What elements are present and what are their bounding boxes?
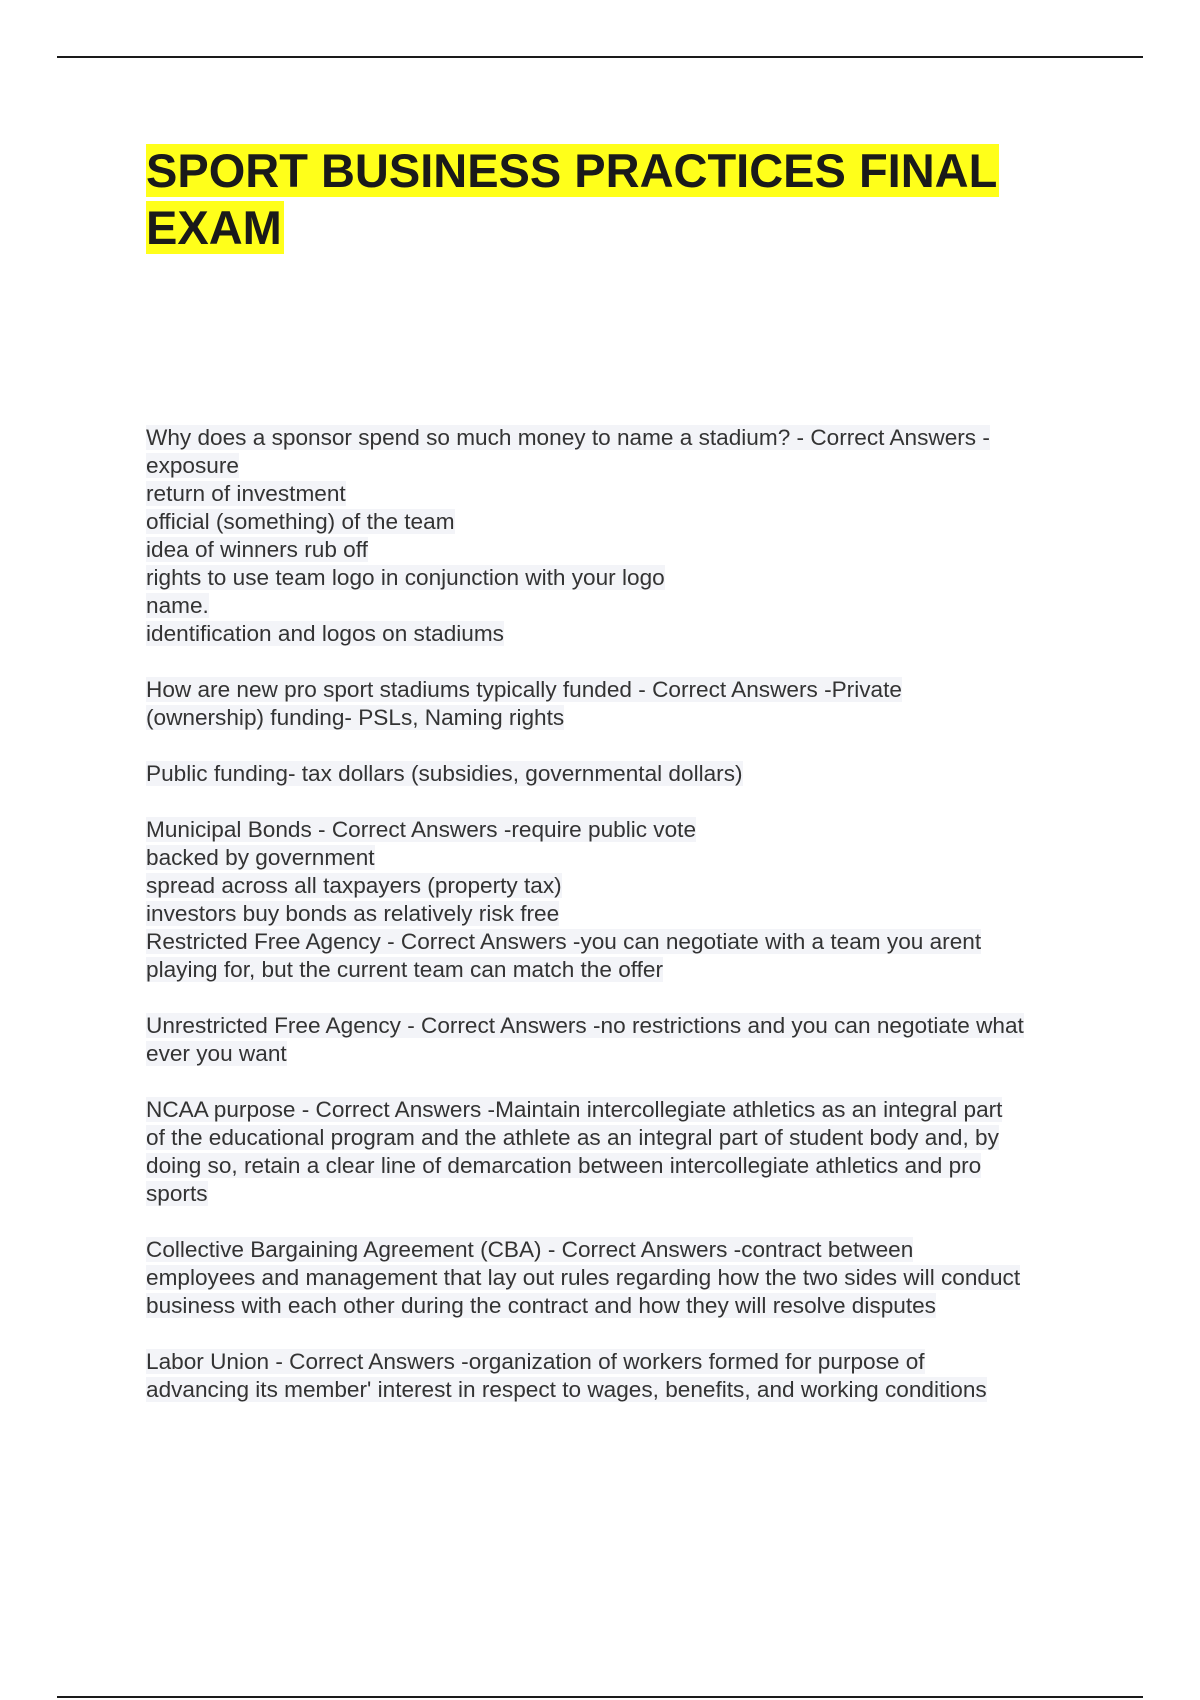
paragraph-gap xyxy=(146,1320,1096,1348)
title-line-2: EXAM xyxy=(146,201,282,254)
paragraph-gap xyxy=(146,1068,1096,1096)
paragraph-gap xyxy=(146,788,1096,816)
qa-line: employees and management that lay out rules regarding how the two sides will conduct xyxy=(146,1265,1021,1290)
paragraph-gap xyxy=(146,648,1096,676)
qa-line: name. xyxy=(146,593,209,618)
qa-line: playing for, but the current team can match the offer xyxy=(146,957,664,982)
qa-line: doing so, retain a clear line of demarcation between intercollegiate athletics and pro xyxy=(146,1153,982,1178)
qa-line: (ownership) funding- PSLs, Naming rights xyxy=(146,705,565,730)
document-title xyxy=(146,142,1076,256)
qa-item-cba xyxy=(146,1236,1096,1320)
qa-item-unrestricted-free-agency xyxy=(146,1012,1096,1068)
qa-line: identification and logos on stadiums xyxy=(146,621,504,646)
qa-line: business with each other during the contract and how they will resolve disputes xyxy=(146,1293,936,1318)
qa-line: investors buy bonds as relatively risk free xyxy=(146,901,560,926)
paragraph-gap xyxy=(146,732,1096,760)
qa-item-ncaa-purpose xyxy=(146,1096,1096,1208)
qa-item-restricted-free-agency xyxy=(146,928,1096,984)
qa-line: Public funding- tax dollars (subsidies, governmental dollars) xyxy=(146,761,743,786)
qa-line: official (something) of the team xyxy=(146,509,455,534)
qa-line: Collective Bargaining Agreement (CBA) - Correct Answers -contract between xyxy=(146,1237,914,1262)
qa-line: Restricted Free Agency - Correct Answers -you can negotiate with a team you arent xyxy=(146,929,982,954)
qa-line: Municipal Bonds - Correct Answers -require public vote xyxy=(146,817,697,842)
title-line-1: SPORT BUSINESS PRACTICES FINAL xyxy=(146,144,998,197)
qa-line: Labor Union - Correct Answers -organization of workers formed for purpose of xyxy=(146,1349,925,1374)
qa-line: idea of winners rub off xyxy=(146,537,368,562)
paragraph-gap xyxy=(146,1208,1096,1236)
qa-line: spread across all taxpayers (property tax) xyxy=(146,873,562,898)
qa-item-sponsor xyxy=(146,424,1096,648)
qa-content xyxy=(146,424,1096,1404)
qa-item-stadium-funding xyxy=(146,676,1096,788)
qa-line: backed by government xyxy=(146,845,375,870)
qa-line: sports xyxy=(146,1181,208,1206)
paragraph-gap xyxy=(146,984,1096,1012)
qa-item-labor-union xyxy=(146,1348,1096,1404)
qa-item-municipal-bonds xyxy=(146,816,1096,928)
top-rule xyxy=(57,56,1143,58)
qa-line: exposure xyxy=(146,453,239,478)
qa-line: NCAA purpose - Correct Answers -Maintain intercollegiate athletics as an integral part xyxy=(146,1097,1003,1122)
qa-line: advancing its member' interest in respect to wages, benefits, and working conditions xyxy=(146,1377,987,1402)
qa-line: How are new pro sport stadiums typically funded - Correct Answers -Private xyxy=(146,677,902,702)
bottom-rule xyxy=(57,1696,1143,1698)
qa-line: of the educational program and the athlete as an integral part of student body and, by xyxy=(146,1125,999,1150)
qa-line: Why does a sponsor spend so much money to name a stadium? - Correct Answers - xyxy=(146,425,990,450)
qa-line: Unrestricted Free Agency - Correct Answers -no restrictions and you can negotiate what xyxy=(146,1013,1024,1038)
qa-line: rights to use team logo in conjunction with your logo xyxy=(146,565,665,590)
qa-line: return of investment xyxy=(146,481,346,506)
qa-line: ever you want xyxy=(146,1041,287,1066)
